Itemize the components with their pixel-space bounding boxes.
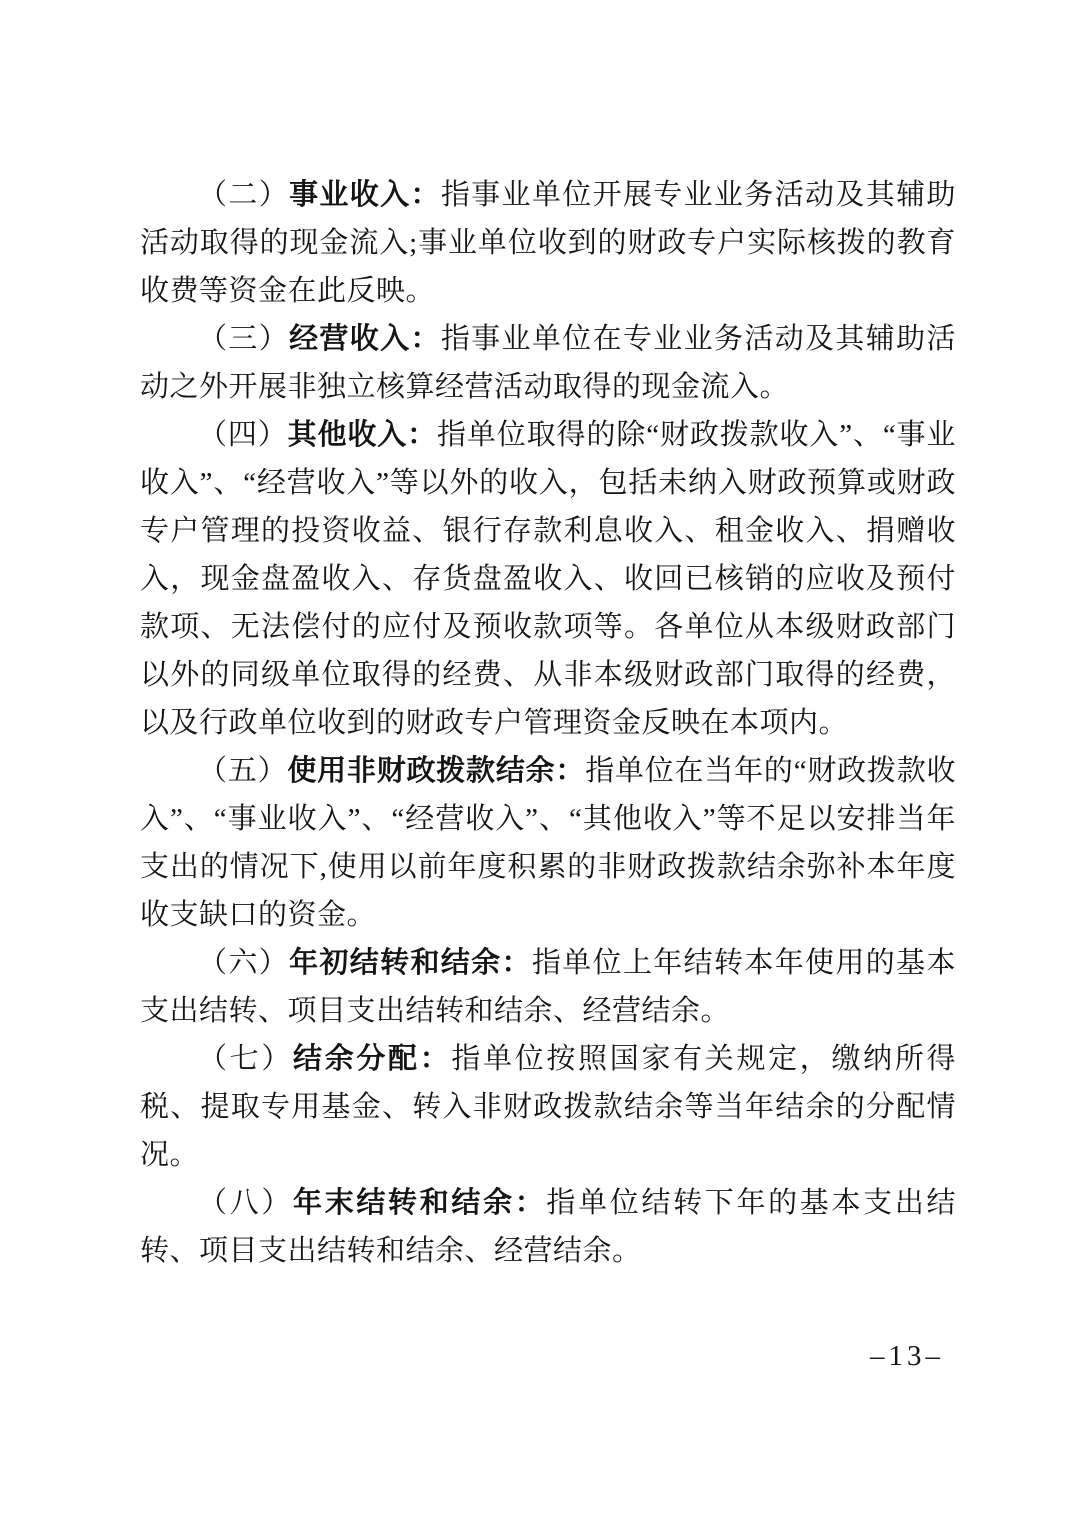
paragraph-item-5 — [140, 747, 956, 939]
item-term: 结余分配： — [293, 1043, 452, 1075]
page-number: –13– — [870, 1340, 944, 1372]
item-number: （三） — [198, 323, 290, 355]
paragraph-item-3 — [140, 315, 956, 411]
item-number: （八） — [198, 1187, 294, 1219]
item-number: （四） — [198, 419, 288, 451]
item-body: 指单位取得的除“财政拨款收入”、“事业收入”、“经营收入”等以外的收入，包括未纳入财政预算或财政专户管理的投资收益、银行存款利息收入、租金收入、捐赠收入，现金盘盈收入、存货盘盈收入、收回已核销的应收及预付款项、无法偿付的应付及预收款项等。各单位从本级财政部门以外的同级单位取得的经费、从非本级财政部门取得的经费，以及行政单位收到的财政专户管理资金反映在本项内。 — [140, 419, 956, 739]
item-body: 指单位上年结转本年使用的基本支出结转、项目支出结转和结余、经营结余。 — [140, 947, 956, 1027]
item-number: （二） — [198, 179, 290, 211]
item-term: 使用非财政拨款结余： — [287, 755, 586, 787]
item-term: 其他收入： — [287, 419, 438, 451]
paragraph-item-7 — [140, 1035, 956, 1179]
item-number: （五） — [198, 755, 288, 787]
paragraph-item-8 — [140, 1179, 956, 1275]
item-number: （六） — [198, 947, 290, 979]
item-term: 事业收入： — [289, 179, 441, 211]
item-term: 年初结转和结余： — [289, 947, 532, 979]
paragraph-item-4 — [140, 411, 956, 747]
item-body: 指事业单位开展专业业务活动及其辅助活动取得的现金流入;事业单位收到的财政专户实际核拨的教育收费等资金在此反映。 — [140, 179, 956, 307]
item-number: （七） — [198, 1043, 294, 1075]
item-term: 经营收入： — [289, 323, 441, 355]
item-body: 指单位按照国家有关规定，缴纳所得税、提取专用基金、转入非财政拨款结余等当年结余的分配情况。 — [140, 1043, 956, 1171]
item-term: 年末结转和结余： — [293, 1187, 547, 1219]
paragraph-item-6 — [140, 939, 956, 1035]
item-body: 指单位在当年的“财政拨款收入”、“事业收入”、“经营收入”、“其他收入”等不足以安排当年支出的情况下,使用以前年度积累的非财政拨款结余弥补本年度收支缺口的资金。 — [140, 755, 956, 931]
item-body: 指单位结转下年的基本支出结转、项目支出结转和结余、经营结余。 — [140, 1187, 956, 1267]
item-body: 指事业单位在专业业务活动及其辅助活动之外开展非独立核算经营活动取得的现金流入。 — [140, 323, 956, 403]
page-content — [140, 171, 956, 1275]
paragraph-item-2 — [140, 171, 956, 315]
